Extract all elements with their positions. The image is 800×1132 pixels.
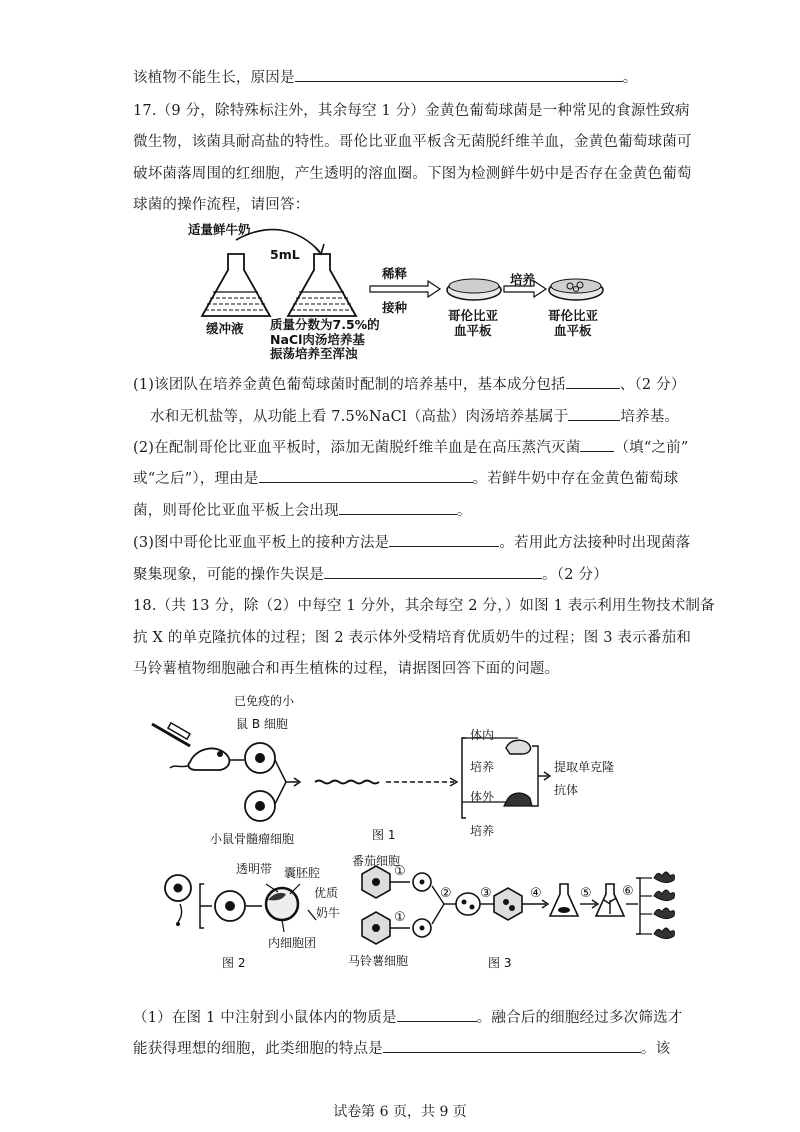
question-17-line: 17.（9 分，除特殊标注外，其余每空 1 分）金黄色葡萄球菌是一种常见的食源性致病 <box>133 103 690 119</box>
nacl-label: 质量分数为7.5%的 <box>270 317 380 332</box>
quality-cow-label: 优质 <box>314 886 339 900</box>
answer-blank[interactable] <box>580 437 614 452</box>
question-text: 该植物不能生长，原因是 <box>133 70 295 86</box>
answer-blank[interactable] <box>383 1038 641 1053</box>
step-marker: ① <box>394 910 406 925</box>
culture-label: 培养 <box>470 824 495 838</box>
answer-blank[interactable] <box>397 1007 477 1022</box>
plate-label: 血平板 <box>554 323 592 338</box>
sub-question-3-cont: 聚集现象，可能的操作失误是 。（2 分） <box>133 563 608 584</box>
culture-vessel-icon <box>504 793 532 806</box>
page-footer: 试卷第 6 页，共 9 页 <box>333 1104 467 1120</box>
colony-plate-icon <box>549 279 603 300</box>
immune-cell-label: 鼠 B 细胞 <box>236 717 288 731</box>
syringe-mouse-icon <box>152 723 229 770</box>
milk-detection-flow-figure <box>178 220 618 360</box>
blastocoel-label: 囊胚腔 <box>284 866 321 880</box>
sub-question-18-1: （1）在图 1 中注射到小鼠体内的物质是 。融合后的细胞经过多次筛选才 <box>133 1006 682 1027</box>
step-marker: ② <box>440 886 452 901</box>
zona-pellucida-label: 透明带 <box>236 862 273 876</box>
question-17-line: 破坏菌落周围的红细胞，产生透明的溶血圈。下图为检测鲜牛奶中是否存在金黄色葡萄 <box>133 166 692 182</box>
step-marker: ⑥ <box>622 884 634 899</box>
sub-question-2: (2)在配制哥伦比亚血平板时，添加无菌脱纤维羊血是在高压蒸汽灭菌 （填“之前” <box>133 436 688 457</box>
flow-diagram <box>178 220 618 360</box>
plate-label: 血平板 <box>454 323 492 338</box>
question-18-line: 抗 X 的单克隆抗体的过程；图 2 表示体外受精培育优质奶牛的过程；图 3 表示番茄和 <box>133 630 692 646</box>
myeloma-label: 小鼠骨髓瘤细胞 <box>210 832 295 846</box>
figure-1-caption: 图 1 <box>372 828 396 842</box>
nacl-label: NaCl肉汤培养基 <box>270 332 365 347</box>
plate-icon <box>447 279 501 300</box>
step-marker: ① <box>394 864 406 879</box>
question-17-line: 球菌的操作流程，请回答： <box>133 197 310 213</box>
extract-antibody-label: 提取单克隆 <box>554 760 615 774</box>
step-marker: ⑤ <box>580 886 592 901</box>
answer-blank[interactable] <box>389 532 499 547</box>
answer-blank[interactable] <box>324 564 542 579</box>
answer-blank[interactable] <box>295 67 623 82</box>
sub-question-3: (3)图中哥伦比亚血平板上的接种方法是 。若用此方法接种时出现菌落 <box>133 531 690 552</box>
plantlet-flask-icon <box>596 884 624 916</box>
text-line <box>133 66 637 87</box>
potato-cell-icon <box>362 912 390 944</box>
blastocyst-icon <box>266 884 300 932</box>
buffer-label: 缓冲液 <box>206 321 244 336</box>
question-18-line: 马铃薯植物细胞融合和再生植株的过程，请据图回答下面的问题。 <box>133 661 560 677</box>
immune-cell-label: 已免疫的小 <box>234 694 295 708</box>
sub-question-2-cont: 或“之后”），理由是 。若鲜牛奶中存在金黄色葡萄球 <box>133 467 678 488</box>
buffer-flask-icon <box>202 254 270 316</box>
inoculate-label: 接种 <box>382 300 408 315</box>
figure-3-caption: 图 3 <box>488 956 512 970</box>
step-marker: ④ <box>530 886 542 901</box>
sperm-icon <box>178 904 182 922</box>
nacl-label: 振荡培养至浑浊 <box>270 346 358 361</box>
nacl-broth-flask-icon <box>288 254 356 316</box>
plate-label: 哥伦比亚 <box>448 308 499 323</box>
sub-question-2-cont: 菌，则哥伦比亚血平板上会出现 。 <box>133 499 472 520</box>
b-cell-icon <box>245 743 275 773</box>
tomato-cell-label: 番茄细胞 <box>352 854 401 868</box>
answer-blank[interactable] <box>259 468 473 483</box>
extract-antibody-label: 抗体 <box>554 783 579 797</box>
step-marker: ③ <box>480 886 492 901</box>
culture-label: 培养 <box>470 760 495 774</box>
egg-cell-icon <box>165 875 191 901</box>
question-text: 。 <box>622 70 638 86</box>
in-vitro-label: 体外 <box>470 790 495 804</box>
culture-label: 培养 <box>510 272 536 287</box>
process-wave <box>315 781 379 784</box>
plate-label: 哥伦比亚 <box>548 308 599 323</box>
answer-blank[interactable] <box>568 406 620 421</box>
biotech-figures <box>150 688 690 978</box>
question-18-line: 18.（共 13 分，除（2）中每空 1 分外，其余每空 2 分，）如图 1 表示利用生物技术制备 <box>133 598 715 614</box>
sub-question-1-cont: 水和无机盐等，从功能上看 7.5%NaCl（高盐）肉汤培养基属于 培养基。 <box>150 405 679 426</box>
dilute-arrow <box>370 281 440 297</box>
hybrid-cell-icon <box>494 888 522 920</box>
figure-2-caption: 图 2 <box>222 956 246 970</box>
fused-cell-icon <box>456 893 480 915</box>
myeloma-cell-icon <box>245 791 275 821</box>
tomato-cell-icon <box>362 866 390 898</box>
volume-label: 5mL <box>270 247 300 262</box>
dilute-label: 稀释 <box>382 266 408 281</box>
answer-blank[interactable] <box>339 500 457 515</box>
sub-question-18-1-cont: 能获得理想的细胞，此类细胞的特点是 。该 <box>133 1037 670 1058</box>
mouse-icon <box>506 740 531 754</box>
question-17-line: 微生物，该菌具耐高盐的特性。哥伦比亚血平板含无菌脱纤维羊血，金黄色葡萄球菌可 <box>133 134 692 150</box>
sub-question-1: (1)该团队在培养金黄色葡萄球菌时配制的培养基中，基本成分包括 、（2 分） <box>133 373 686 394</box>
regenerated-plants-icon <box>640 872 675 939</box>
inner-cell-mass-label: 内细胞团 <box>268 936 317 950</box>
callus-flask-icon <box>550 884 578 916</box>
answer-blank[interactable] <box>566 374 620 389</box>
milk-label: 适量鲜牛奶 <box>188 222 251 237</box>
zygote-icon <box>215 891 245 921</box>
potato-cell-label: 马铃薯细胞 <box>348 954 409 968</box>
in-vivo-label: 体内 <box>470 728 495 742</box>
quality-cow-label: 奶牛 <box>316 906 341 920</box>
